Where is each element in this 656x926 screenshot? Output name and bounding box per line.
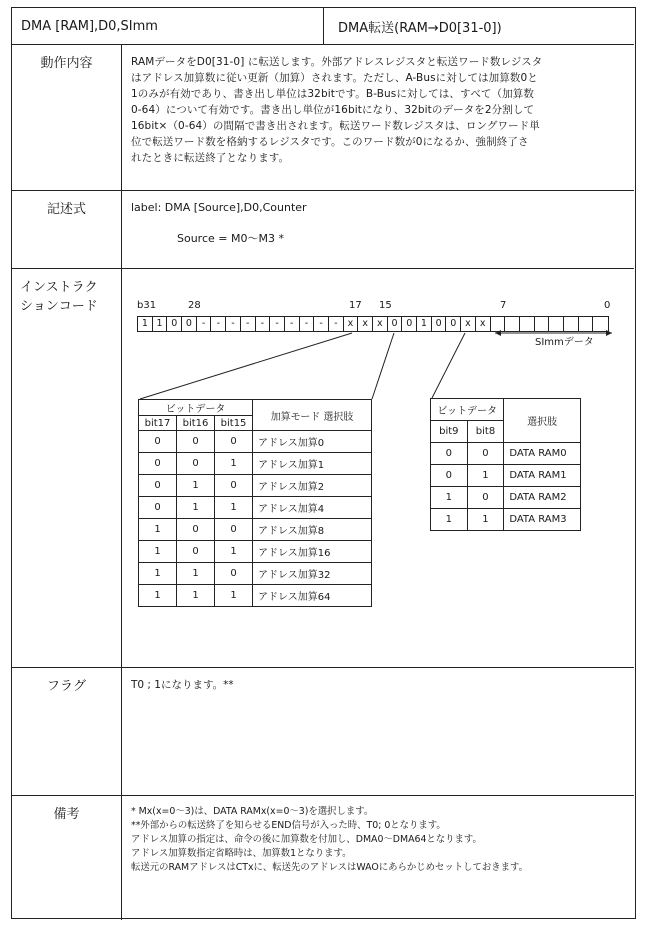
operation-line: れたときに転送終了となります。 [131,152,290,164]
mode-bit-cell: 1 [215,497,253,519]
mode-bit-cell: 1 [215,541,253,563]
mode-bit-cell: 1 [215,453,253,475]
bit-cell: x [344,317,359,331]
select-bit-cell: 1 [467,509,504,531]
mode-table-row [139,453,372,475]
bit-cell: - [256,317,271,331]
bit-cell: - [226,317,241,331]
instruction-code-label-line: ションコード [20,299,98,314]
select-table-row [431,443,581,465]
remark-line: アドレス加算数指定省略時は、加算数1となります。 [131,848,352,859]
select-bit-cell: 0 [467,443,504,465]
bit-label-17: 17 [349,300,362,311]
bit-cell: x [476,317,491,331]
bit-cell: 0 [402,317,417,331]
remark-line: * Mx(x=0～3)は、DATA RAMx(x=0～3)を選択します。 [131,806,374,817]
mode-connector-left [140,333,352,399]
mode-bit-cell: 0 [139,475,177,497]
mode-table-row [139,563,372,585]
instruction-code-label-line: インストラク [20,280,98,295]
select-bit-cell: 0 [431,465,468,487]
bit-cell: 0 [432,317,447,331]
mode-choice-cell: アドレス加算64 [253,585,372,607]
bit-cell: 1 [138,317,153,331]
select-choice-cell: DATA RAM3 [504,509,581,531]
operation-line: 0-64）について有効です。書き出し単位が16bitになり、32bitのデータを2分割して [131,104,535,116]
mode-table-row [139,497,372,519]
mode-bit-cell: 0 [139,431,177,453]
select-col-header: bit8 [467,421,504,443]
operation-line: はアドレス加算数に従い更新（加算）されます。ただし、A-Busに対しては加算数0と [131,72,538,84]
mode-connector-right [372,333,394,399]
flag-text: T0 ; 1になります。** [131,679,234,691]
mode-choice-cell: アドレス加算8 [253,519,372,541]
bit-cell: 1 [153,317,168,331]
operation-label: 動作内容 [12,45,122,190]
mode-bit-cell: 0 [215,563,253,585]
mode-bit-cell: 1 [139,541,177,563]
mode-group-header: ビットデータ [139,400,253,416]
mode-choice-header: 加算モード 選択肢 [253,400,372,431]
mode-bit-cell: 0 [177,541,215,563]
bit-cell: - [300,317,315,331]
mode-bit-cell: 0 [215,431,253,453]
flag-label: フラグ [12,668,122,795]
mode-bit-cell: 0 [215,475,253,497]
bit-cell: x [373,317,388,331]
mode-bit-cell: 0 [215,519,253,541]
select-bit-cell: 1 [431,509,468,531]
mode-table-row [139,585,372,607]
simm-arrow-right [606,330,612,336]
bit-label-15: 15 [379,300,392,311]
select-bit-cell: 0 [431,443,468,465]
bit-cell: - [314,317,329,331]
select-bit-cell: 1 [431,487,468,509]
mode-bit-cell: 1 [177,585,215,607]
ram-select-table [430,398,581,531]
mode-choice-cell: アドレス加算4 [253,497,372,519]
bit-label-28: 28 [188,300,201,311]
mode-bit-cell: 1 [177,475,215,497]
bit-cell: - [241,317,256,331]
select-choice-cell: DATA RAM2 [504,487,581,509]
bit-cell: - [211,317,226,331]
mode-col-header: bit15 [215,416,253,431]
bit-cell: x [358,317,373,331]
bit-cell: - [270,317,285,331]
mode-choice-cell: アドレス加算32 [253,563,372,585]
select-bit-cell: 0 [467,487,504,509]
bit-cell: 0 [446,317,461,331]
bit-label-7: 7 [500,300,507,311]
operation-line: RAMデータをD0[31-0] に転送します。外部アドレスレジスタと転送ワード数レジスタ [131,56,543,68]
simm-arrow-left [495,330,501,336]
remarks-label: 備考 [12,796,122,920]
bit-cell: 1 [417,317,432,331]
mode-table-row [139,431,372,453]
syntax-source-line: Source = M0～M3 * [177,232,284,245]
mode-bit-cell: 0 [177,519,215,541]
mode-col-header: bit16 [177,416,215,431]
operation-line: 位で転送ワード数を格納するレジスタです。このワード数が0になるか、強制終了さ [131,136,529,148]
operation-line: 1のみが有効であり、書き出し単位は32bitです。B-Busに対しては、すべて（加算数 [131,88,534,100]
add-mode-table [138,399,372,607]
mode-bit-cell: 0 [139,453,177,475]
mnemonic-cell: DMA [RAM],D0,SImm [12,8,324,44]
bit-label-b31: b31 [137,300,157,311]
mode-choice-cell: アドレス加算0 [253,431,372,453]
remark-line: 転送元のRAMアドレスはCTxに、転送先のアドレスはWAOにあらかじめセットしておきます。 [131,862,529,873]
remark-line: **外部からの転送終了を知らせるEND信号が入った時、T0; 0となります。 [131,820,446,831]
mode-bit-cell: 1 [139,585,177,607]
mode-bit-cell: 0 [139,497,177,519]
mode-bit-cell: 1 [215,585,253,607]
select-bit-cell: 1 [467,465,504,487]
bit-cell: - [285,317,300,331]
mode-bit-cell: 1 [139,519,177,541]
select-table-row [431,465,581,487]
select-choice-cell: DATA RAM0 [504,443,581,465]
bit-cell: x [461,317,476,331]
bit-cell: 0 [167,317,182,331]
simm-label: SImmデータ [535,337,594,348]
select-table-row [431,487,581,509]
title-cell: DMA転送(RAM→D0[31-0]) [338,21,502,36]
mode-bit-cell: 0 [177,453,215,475]
select-group-header: ビットデータ [431,399,504,421]
select-col-header: bit9 [431,421,468,443]
select-connector-left [432,333,465,398]
mode-choice-cell: アドレス加算16 [253,541,372,563]
mode-choice-cell: アドレス加算2 [253,475,372,497]
select-choice-header: 選択肢 [504,399,581,443]
bit-cell: - [197,317,212,331]
mode-col-header: bit17 [139,416,177,431]
mode-bit-cell: 1 [139,563,177,585]
select-choice-cell: DATA RAM1 [504,465,581,487]
syntax-line: label: DMA [Source],D0,Counter [131,201,307,214]
mode-bit-cell: 1 [177,497,215,519]
syntax-label: 記述式 [12,191,122,268]
bit-label-0: 0 [604,300,611,311]
mode-table-row [139,519,372,541]
mode-choice-cell: アドレス加算1 [253,453,372,475]
bit-cell: 0 [182,317,197,331]
mode-bit-cell: 1 [177,563,215,585]
mode-table-row [139,475,372,497]
bit-cell: - [329,317,344,331]
mode-bit-cell: 0 [177,431,215,453]
operation-line: 16bit×（0-64）の間隔で書き出されます。転送ワード数レジスタは、ロングワード単 [131,120,540,132]
bit-cell: 0 [388,317,403,331]
mode-table-row [139,541,372,563]
remark-line: アドレス加算の指定は、命令の後に加算数を付加し、DMA0～DMA64となります。 [131,834,482,845]
select-table-row [431,509,581,531]
